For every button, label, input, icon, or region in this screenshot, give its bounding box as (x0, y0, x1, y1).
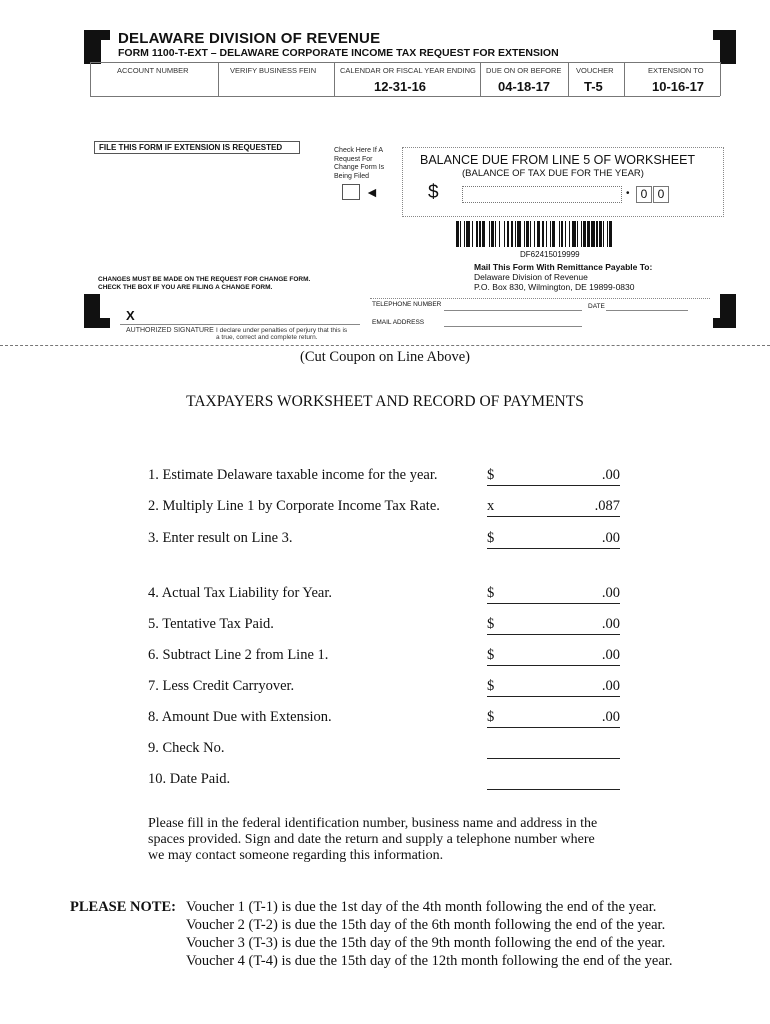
worksheet-row-symbol: x (487, 498, 495, 514)
barcode-bar (479, 221, 480, 247)
barcode-bar (609, 221, 612, 247)
barcode-bar (460, 221, 461, 247)
corner-mark-top-right-tab (713, 30, 736, 40)
worksheet-row-6 (148, 647, 628, 669)
worksheet-row-underline (487, 665, 620, 666)
file-form-label: FILE THIS FORM IF EXTENSION IS REQUESTED (94, 141, 300, 154)
declaration-line1: I declare under penalties of perjury that this is (216, 327, 348, 334)
worksheet-row-3 (148, 530, 628, 552)
worksheet-row-symbol: $ (487, 530, 495, 546)
worksheet-row-symbol: $ (487, 616, 495, 632)
worksheet-row-2 (148, 498, 628, 520)
barcode-bar (577, 221, 578, 247)
barcode (456, 221, 678, 247)
header-divider (480, 62, 481, 96)
worksheet-row-value[interactable]: .00 (601, 678, 620, 694)
barcode-bar (587, 221, 590, 247)
worksheet-row-label: 7. Less Credit Carryover. (148, 678, 295, 694)
worksheet-row-symbol: $ (487, 709, 495, 725)
please-note-label: PLEASE NOTE: (70, 899, 176, 915)
mail-heading: Mail This Form With Remittance Payable To: (474, 262, 653, 272)
worksheet-row-label: 2. Multiply Line 1 by Corporate Income Tax Rate. (148, 498, 440, 514)
change-form-checkbox[interactable] (342, 184, 360, 200)
verify-fein-label: VERIFY BUSINESS FEIN (230, 66, 317, 75)
barcode-bar (517, 221, 521, 247)
barcode-bar (596, 221, 597, 247)
barcode-bar (550, 221, 551, 247)
arrow-left-icon: ◄ (365, 184, 379, 200)
instructions-line2: spaces provided. Sign and date the return and supply a telephone number where (148, 832, 595, 847)
worksheet-row-label: 9. Check No. (148, 740, 225, 756)
barcode-bar (507, 221, 510, 247)
instructions-line3: we may contact someone regarding this information. (148, 848, 444, 863)
authorized-signature-label: AUTHORIZED SIGNATURE (126, 327, 214, 334)
worksheet-row-label: 5. Tentative Tax Paid. (148, 616, 274, 632)
agency-title: DELAWARE DIVISION OF REVENUE (118, 30, 381, 47)
phone-area-border (370, 298, 710, 299)
barcode-bar (526, 221, 529, 247)
worksheet-row-label: 1. Estimate Delaware taxable income for the year. (148, 467, 438, 483)
header-divider (624, 62, 625, 96)
worksheet-row-8 (148, 709, 628, 731)
worksheet-row-label: 6. Subtract Line 2 from Line 1. (148, 647, 329, 663)
note-line-2: Voucher 2 (T-2) is due the 15th day of the 6th month following the end of the year. (186, 917, 666, 933)
telephone-input[interactable] (444, 310, 582, 311)
note-line-3: Voucher 3 (T-3) is due the 15th day of the 9th month following the end of the year. (186, 935, 666, 951)
worksheet-row-value[interactable]: .087 (594, 498, 620, 514)
header-bottom-rule (90, 96, 720, 97)
header-divider (218, 62, 219, 96)
account-number-label: ACCOUNT NUMBER (117, 66, 189, 75)
header-divider (334, 62, 335, 96)
barcode-bar (561, 221, 562, 247)
worksheet-row-underline (487, 485, 620, 486)
worksheet-row-label: 3. Enter result on Line 3. (148, 530, 293, 546)
worksheet-row-value[interactable]: .00 (601, 616, 620, 632)
worksheet-row-underline (487, 789, 620, 790)
worksheet-title: TAXPAYERS WORKSHEET AND RECORD OF PAYMENTS (186, 393, 584, 410)
cents-digit-2: 0 (653, 186, 669, 203)
worksheet-row-underline (487, 516, 620, 517)
extension-to-label: EXTENSION TO (648, 66, 704, 75)
header-left-rule (90, 62, 91, 96)
form-title: FORM 1100-T-EXT – DELAWARE CORPORATE INCOME TAX REQUEST FOR EXTENSION (118, 47, 559, 59)
header-right-rule (720, 62, 721, 96)
worksheet-row-10 (148, 771, 628, 793)
worksheet-row-1 (148, 467, 628, 489)
voucher-label: VOUCHER (576, 66, 614, 75)
worksheet-row-symbol: $ (487, 647, 495, 663)
barcode-bar (499, 221, 500, 247)
barcode-bar (607, 221, 608, 247)
date-label: DATE (588, 303, 605, 310)
corner-mark-top-left-tab (84, 30, 110, 40)
worksheet-row-4 (148, 585, 628, 607)
worksheet-row-value[interactable]: .00 (601, 530, 620, 546)
worksheet-row-9 (148, 740, 628, 762)
barcode-bar (476, 221, 479, 247)
extension-to-value: 10-16-17 (652, 79, 705, 94)
barcode-bar (489, 221, 490, 247)
mail-address-line1: Delaware Division of Revenue (474, 272, 588, 282)
check-here-text: Check Here If A Request For Change Form Is Being Filed (334, 147, 385, 180)
worksheet-row-underline (487, 634, 620, 635)
barcode-bar (537, 221, 541, 247)
barcode-number: DF62415019999 (520, 250, 580, 259)
barcode-bar (591, 221, 595, 247)
telephone-label: TELEPHONE NUMBER (372, 301, 442, 308)
due-on-label: DUE ON OR BEFORE (486, 66, 562, 75)
cents-digit-1: 0 (636, 186, 652, 203)
account-number-value[interactable] (100, 79, 210, 93)
barcode-bar (534, 221, 535, 247)
worksheet-row-symbol: $ (487, 585, 495, 601)
signature-x: X (126, 308, 135, 323)
barcode-bar (599, 221, 602, 247)
barcode-bar (546, 221, 547, 247)
balance-due-title: BALANCE DUE FROM LINE 5 OF WORKSHEET (420, 153, 696, 167)
barcode-bar (472, 221, 473, 247)
changes-notice-line2: CHECK THE BOX IF YOU ARE FILING A CHANGE FORM. (98, 284, 273, 291)
worksheet-row-value[interactable]: .00 (601, 709, 620, 725)
barcode-bar (504, 221, 505, 247)
worksheet-row-underline (487, 548, 620, 549)
barcode-bar (495, 221, 496, 247)
corner-mark-bottom-right-tab (713, 318, 736, 328)
header-top-rule (90, 62, 720, 63)
worksheet-row-label: 10. Date Paid. (148, 771, 231, 787)
barcode-bar (565, 221, 566, 247)
barcode-bar (482, 221, 485, 247)
cut-coupon-text: (Cut Coupon on Line Above) (300, 349, 470, 365)
cents-dot: • (626, 188, 630, 199)
barcode-bar (524, 221, 525, 247)
worksheet-row-symbol: $ (487, 678, 495, 694)
barcode-bar (515, 221, 516, 247)
worksheet-row-value[interactable]: .00 (601, 467, 620, 483)
barcode-bar (583, 221, 586, 247)
barcode-bar (542, 221, 545, 247)
barcode-bar (464, 221, 465, 247)
email-input[interactable] (444, 326, 582, 327)
barcode-bar (603, 221, 604, 247)
verify-fein-value[interactable] (226, 79, 326, 93)
worksheet-row-underline (487, 696, 620, 697)
barcode-bar (569, 221, 570, 247)
note-line-4: Voucher 4 (T-4) is due the 15th day of the 12th month following the end of the year. (186, 953, 673, 969)
barcode-bar (466, 221, 470, 247)
year-ending-label: CALENDAR OR FISCAL YEAR ENDING (340, 66, 476, 75)
barcode-bar (511, 221, 514, 247)
note-line-1: Voucher 1 (T-1) is due the 1st day of the 4th month following the end of the year. (186, 899, 657, 915)
header-divider (568, 62, 569, 96)
worksheet-row-underline (487, 758, 620, 759)
worksheet-row-underline (487, 603, 620, 604)
barcode-bar (572, 221, 576, 247)
worksheet-row-7 (148, 678, 628, 700)
barcode-bar (530, 221, 531, 247)
dollar-sign: $ (428, 182, 439, 203)
worksheet-row-5 (148, 616, 628, 638)
due-on-value: 04-18-17 (498, 79, 551, 94)
worksheet-row-label: 4. Actual Tax Liability for Year. (148, 585, 332, 601)
declaration-line2: a true, correct and complete return. (216, 334, 318, 341)
email-label: EMAIL ADDRESS (372, 319, 425, 326)
barcode-bar (552, 221, 555, 247)
balance-due-subtitle: (BALANCE OF TAX DUE FOR THE YEAR) (462, 168, 644, 179)
cut-line (0, 345, 770, 346)
corner-mark-bottom-left-tab (84, 318, 110, 328)
worksheet-row-value[interactable]: .00 (601, 647, 620, 663)
worksheet-row-symbol: $ (487, 467, 495, 483)
worksheet-row-label: 8. Amount Due with Extension. (148, 709, 332, 725)
worksheet-row-value[interactable]: .00 (601, 585, 620, 601)
year-ending-value: 12-31-16 (374, 79, 427, 94)
mail-address-line2: P.O. Box 830, Wilmington, DE 19899-0830 (474, 282, 635, 292)
signature-input[interactable] (120, 324, 360, 325)
worksheet-row-underline (487, 727, 620, 728)
voucher-value: T-5 (584, 79, 603, 94)
balance-amount-input[interactable] (462, 186, 622, 203)
changes-notice-line1: CHANGES MUST BE MADE ON THE REQUEST FOR CHANGE FORM. (98, 276, 311, 283)
barcode-bar (491, 221, 494, 247)
date-input[interactable] (606, 310, 688, 311)
barcode-bar (581, 221, 582, 247)
instructions-line1: Please fill in the federal identification number, business name and address in the (148, 816, 598, 831)
barcode-bar (456, 221, 459, 247)
barcode-bar (559, 221, 560, 247)
